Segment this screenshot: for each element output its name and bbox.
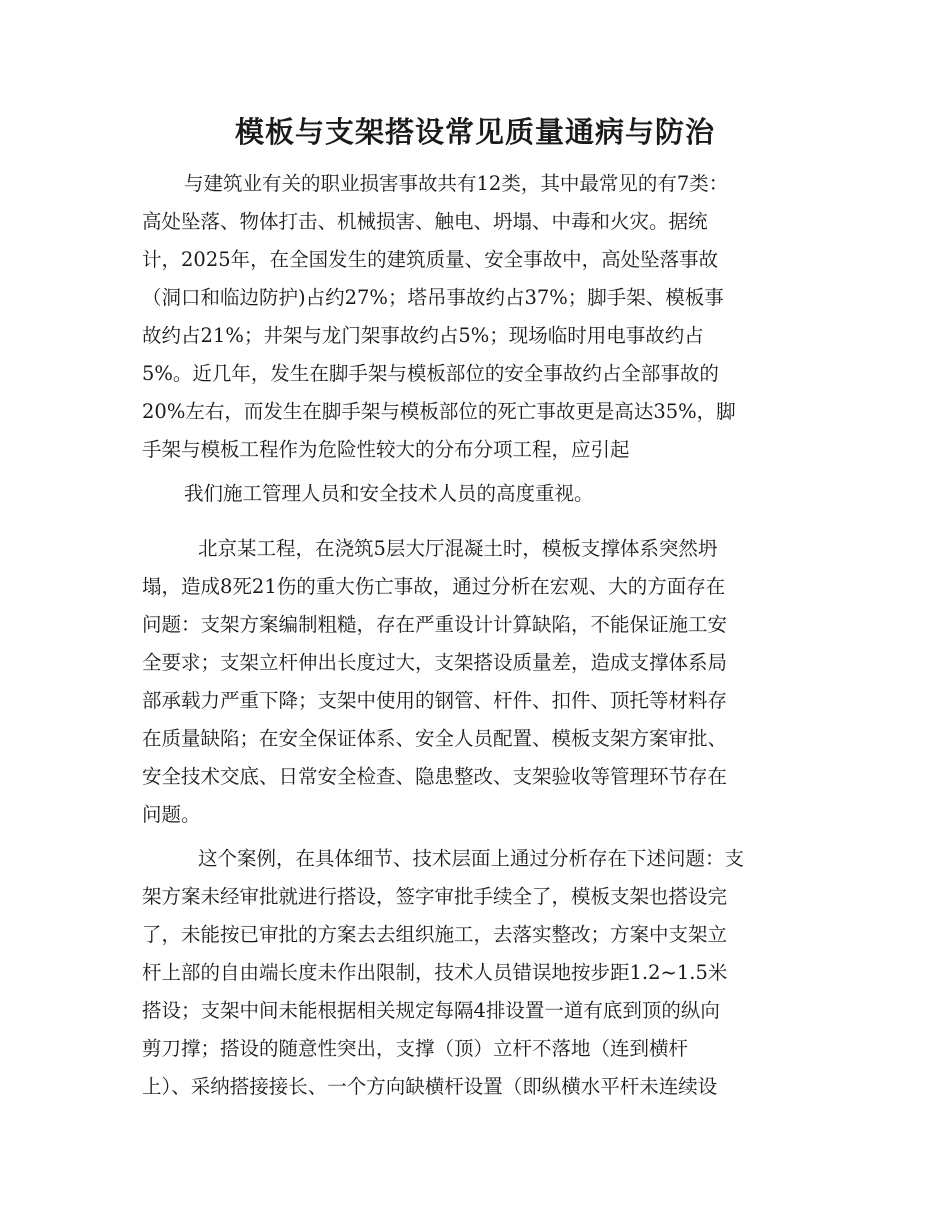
paragraph-3: [142, 530, 808, 834]
paragraph-1-line: （洞口和临边防护)占约27%；塔吊事故约占37%；脚手架、模板事: [142, 286, 724, 309]
paragraph-1-line: 故约占21%；井架与龙门架事故约占5%；现场临时用电事故约占: [142, 324, 704, 347]
paragraph-1: [142, 165, 808, 469]
paragraph-1-line: 计，2025年，在全国发生的建筑质量、安全事故中，高处坠落事故: [142, 248, 719, 271]
paragraph-3-line: 问题。: [142, 803, 201, 826]
paragraph-2-line: 我们施工管理人员和安全技术人员的高度重视。: [184, 482, 594, 505]
paragraph-4-line: 了，未能按已审批的方案去去组织施工，去落实整改；方案中支架立: [142, 923, 728, 946]
paragraph-4-line: 架方案未经审批就进行搭设，签字审批手续全了，模板支架也搭设完: [142, 885, 728, 908]
paragraph-1-line: 高处坠落、物体打击、机械损害、触电、坍塌、中毒和火灾。据统: [142, 210, 708, 233]
paragraph-2: [142, 475, 808, 513]
document-title: 模板与支架搭设常见质量通病与防治: [234, 115, 715, 149]
paragraph-4-line: 杆上部的自由端长度未作出限制，技术人员错误地按步距1.2~1.5米: [142, 961, 728, 984]
paragraph-1-line: 与建筑业有关的职业损害事故共有12类，其中最常见的有7类：: [184, 172, 729, 195]
paragraph-1-line: 20%左右，而发生在脚手架与模板部位的死亡事故更是高达35%，脚: [142, 400, 736, 423]
paragraph-3-line: 在质量缺陷；在安全保证体系、安全人员配置、模板支架方案审批、: [142, 727, 728, 750]
paragraph-1-line: 5%。近几年，发生在脚手架与模板部位的安全事故约占全部事故的: [142, 362, 719, 385]
paragraph-3-line: 北京某工程，在浇筑5层大厅混凝土时，模板支撑体系突然坍: [198, 537, 718, 560]
paragraph-1-line: 手架与模板工程作为危险性较大的分布分项工程，应引起: [142, 438, 630, 461]
paragraph-3-line: 问题：支架方案编制粗糙，存在严重设计计算缺陷，不能保证施工安: [142, 613, 728, 636]
paragraph-3-line: 全要求；支架立杆伸出长度过大，支架搭设质量差，造成支撑体系局: [142, 651, 728, 674]
paragraph-4-line: 搭设；支架中间未能根据相关规定每隔4排设置一道有底到顶的纵向: [142, 999, 720, 1022]
paragraph-4-line: 这个案例，在具体细节、技术层面上通过分析存在下述问题：支: [198, 847, 745, 870]
paragraph-4-line: 上）、采纳搭接接长、一个方向缺横杆设置（即纵横水平杆未连续设: [142, 1075, 718, 1098]
paragraph-3-line: 安全技术交底、日常安全检查、隐患整改、支架验收等管理环节存在: [142, 765, 728, 788]
paragraph-3-line: 塌，造成8死21伤的重大伤亡事故，通过分析在宏观、大的方面存在: [142, 575, 726, 598]
paragraph-4: [142, 840, 808, 1106]
paragraph-3-line: 部承载力严重下降；支架中使用的钢管、杆件、扣件、顶托等材料存: [142, 689, 728, 712]
paragraph-4-line: 剪刀撑；搭设的随意性突出，支撑（顶）立杆不落地（连到横杆: [142, 1037, 689, 1060]
